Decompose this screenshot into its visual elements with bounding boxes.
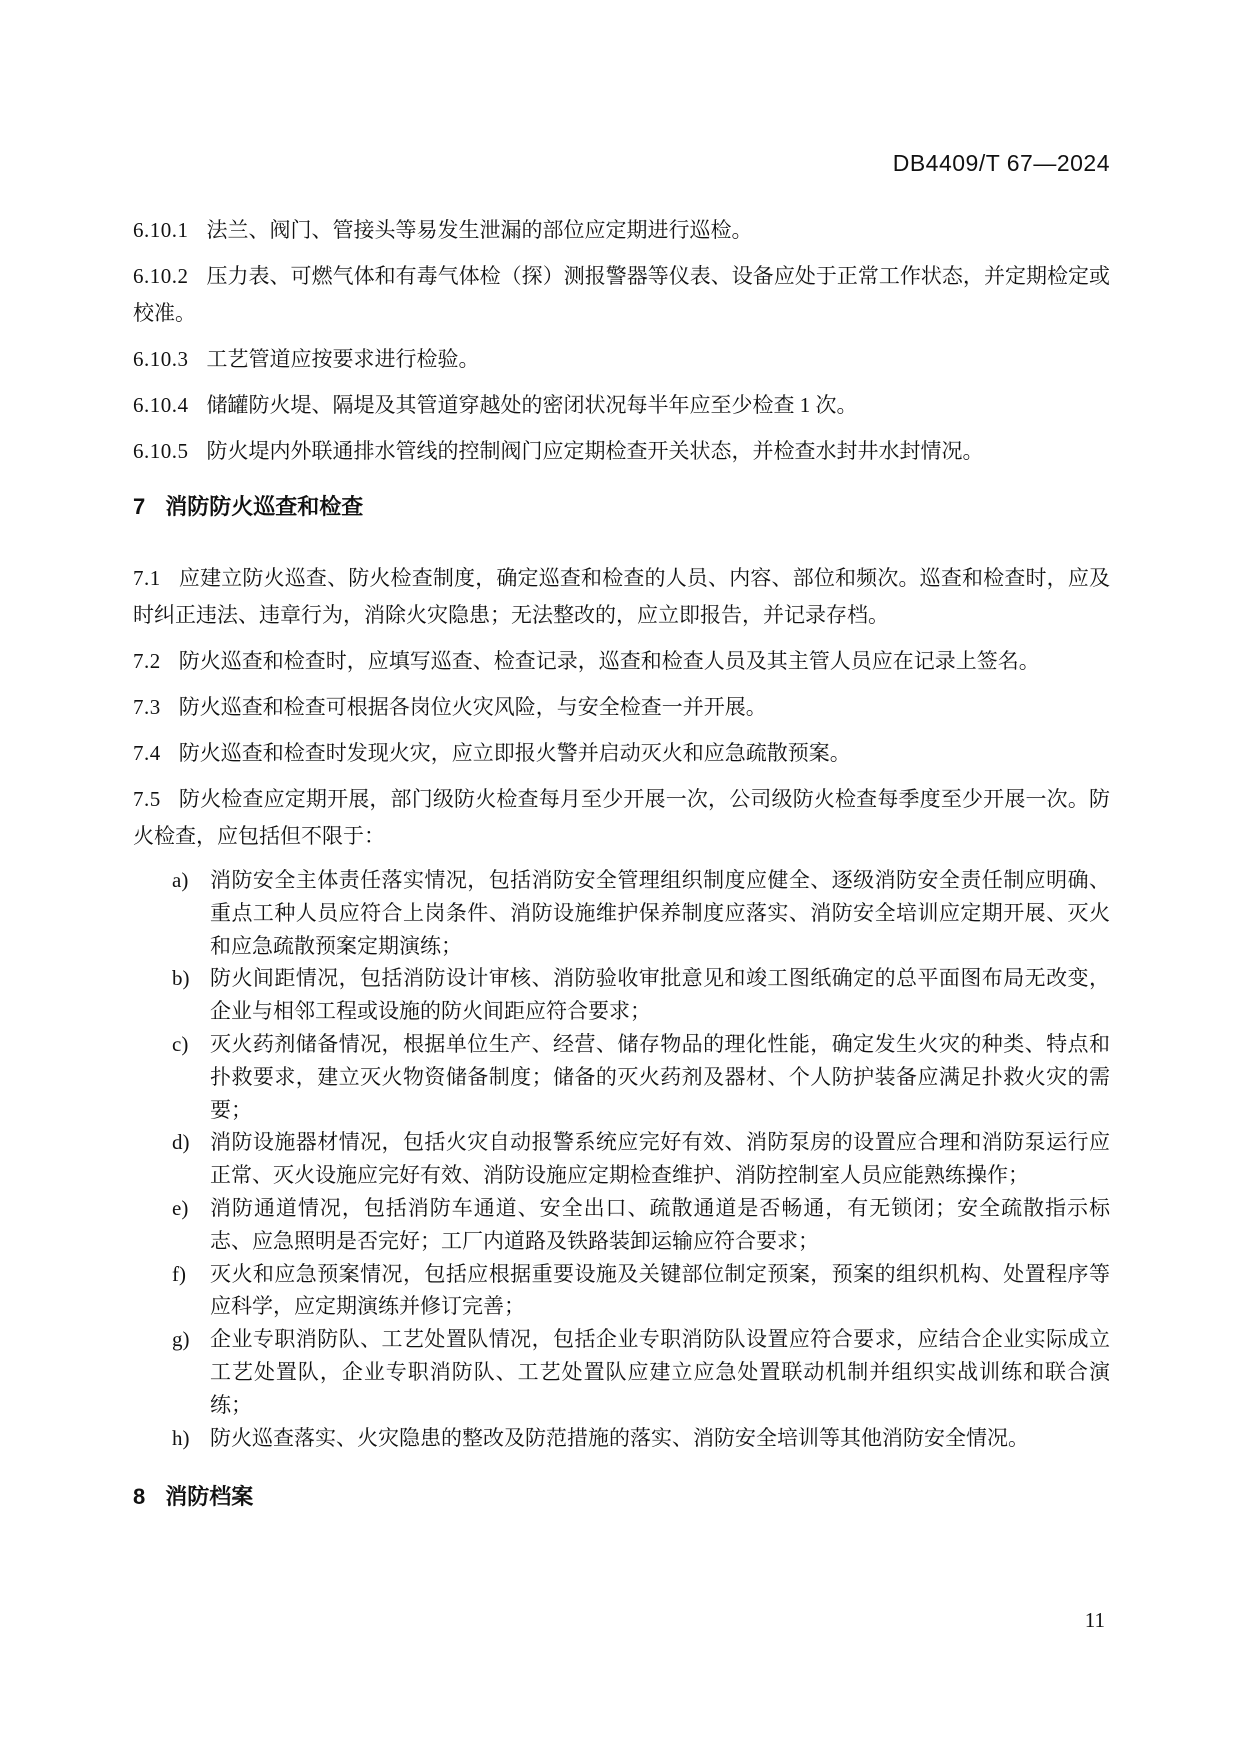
list-item-marker: b): [172, 966, 190, 991]
clause-text: 防火巡查和检查可根据各岗位火灾风险，与安全检查一并开展。: [178, 695, 767, 719]
clause-number: 6.10.4: [133, 393, 189, 417]
list-item: [133, 962, 1110, 1028]
list-item: [133, 864, 1110, 962]
fire-check-scope-list: [133, 864, 1110, 1454]
clause-number: 6.10.1: [133, 218, 189, 242]
section-7-title: 消防防火巡查和检查: [165, 494, 364, 519]
list-item-marker: a): [172, 868, 189, 892]
list-item-marker: e): [172, 1195, 189, 1220]
list-item-text: 防火间距情况，包括消防设计审核、消防验收审批意见和竣工图纸确定的总平面图布局无改变，企业与相邻工程或设施的防火间距应符合要求；: [210, 966, 1110, 1024]
clause-number: 7.4: [133, 741, 161, 765]
list-item-marker: f): [172, 1261, 186, 1286]
section-8-title: 消防档案: [165, 1484, 254, 1510]
list-item: [133, 1323, 1110, 1421]
clause-number: 6.10.3: [133, 347, 189, 371]
section-8-heading: [133, 1482, 1110, 1512]
list-item-marker: c): [172, 1031, 189, 1056]
list-item-text: 消防通道情况，包括消防车通道、安全出口、疏散通道是否畅通，有无锁闭；安全疏散指示标志、应急照明是否完好；工厂内道路及铁路装卸运输应符合要求；: [210, 1195, 1110, 1253]
list-item: [133, 1028, 1110, 1126]
clause-number: 7.1: [133, 566, 161, 590]
section-7-heading: [133, 492, 1110, 522]
clause-number: 7.2: [133, 649, 161, 673]
doc-code-header: DB4409/T 67—2024: [892, 150, 1110, 176]
clause-paragraph: [133, 735, 1110, 772]
clause-text: 防火检查应定期开展，部门级防火检查每月至少开展一次，公司级防火检查每季度至少开展一次。防火检查，应包括但不限于：: [133, 787, 1110, 848]
clause-text: 法兰、阀门、管接头等易发生泄漏的部位应定期进行巡检。: [206, 218, 753, 242]
list-item-marker: d): [172, 1130, 190, 1155]
clause-paragraph: [133, 341, 1110, 378]
list-item-marker: g): [172, 1327, 190, 1352]
clause-number: 6.10.5: [133, 439, 189, 463]
clause-text: 应建立防火巡查、防火检查制度，确定巡查和检查的人员、内容、部位和频次。巡查和检查时，应及时纠正违法、违章行为，消除火灾隐患；无法整改的，应立即报告，并记录存档。: [133, 566, 1110, 627]
section-6-clauses: [133, 212, 1110, 470]
list-item-text: 企业专职消防队、工艺处置队情况，包括企业专职消防队设置应符合要求，应结合企业实际成立工艺处置队，企业专职消防队、工艺处置队应建立应急处置联动机制并组织实战训练和联合演练；: [210, 1327, 1110, 1417]
clause-paragraph: [133, 387, 1110, 424]
list-item-text: 消防安全主体责任落实情况，包括消防安全管理组织制度应健全、逐级消防安全责任制应明确、重点工种人员应符合上岗条件、消防设施维护保养制度应落实、消防安全培训应定期开展、灭火和应急疏散预案定期演练；: [210, 868, 1110, 958]
clause-text: 防火巡查和检查时发现火灾，应立即报火警并启动灭火和应急疏散预案。: [178, 741, 851, 765]
list-item-text: 消防设施器材情况，包括火灾自动报警系统应完好有效、消防泵房的设置应合理和消防泵运行应正常、灭火设施应完好有效、消防设施应定期检查维护、消防控制室人员应能熟练操作；: [210, 1130, 1110, 1188]
list-item-text: 防火巡查落实、火灾隐患的整改及防范措施的落实、消防安全培训等其他消防安全情况。: [210, 1425, 1029, 1450]
clause-paragraph: [133, 212, 1110, 249]
list-item-text: 灭火和应急预案情况，包括应根据重要设施及关键部位制定预案，预案的组织机构、处置程序等应科学，应定期演练并修订完善；: [210, 1261, 1110, 1319]
clause-paragraph: [133, 433, 1110, 470]
clause-number: 6.10.2: [133, 264, 189, 288]
clause-text: 压力表、可燃气体和有毒气体检（探）测报警器等仪表、设备应处于正常工作状态，并定期检定或校准。: [133, 264, 1110, 325]
clause-text: 防火巡查和检查时，应填写巡查、检查记录，巡查和检查人员及其主管人员应在记录上签名。: [178, 649, 1040, 673]
list-item-marker: h): [172, 1425, 190, 1450]
clause-text: 防火堤内外联通排水管线的控制阀门应定期检查开关状态，并检查水封井水封情况。: [206, 439, 984, 463]
page-number: 11: [1084, 1608, 1105, 1632]
section-7-clauses: [133, 560, 1110, 855]
clause-number: 7.5: [133, 787, 161, 811]
clause-paragraph: [133, 643, 1110, 680]
clause-paragraph: [133, 560, 1110, 634]
clause-paragraph: [133, 689, 1110, 726]
list-item: [133, 1422, 1110, 1455]
list-item: [133, 1258, 1110, 1324]
clause-text: 工艺管道应按要求进行检验。: [206, 347, 480, 371]
clause-number: 7.3: [133, 695, 161, 719]
section-7-number: 7: [133, 494, 146, 519]
clause-text: 储罐防火堤、隔堤及其管道穿越处的密闭状况每半年应至少检查 1 次。: [206, 393, 858, 417]
clause-paragraph: [133, 781, 1110, 855]
list-item: [133, 1192, 1110, 1258]
list-item-text: 灭火药剂储备情况，根据单位生产、经营、储存物品的理化性能，确定发生火灾的种类、特点和扑救要求，建立灭火物资储备制度；储备的灭火药剂及器材、个人防护装备应满足扑救火灾的需要；: [210, 1031, 1110, 1122]
list-item: [133, 1126, 1110, 1192]
clause-paragraph: [133, 258, 1110, 332]
section-8-number: 8: [133, 1484, 146, 1510]
